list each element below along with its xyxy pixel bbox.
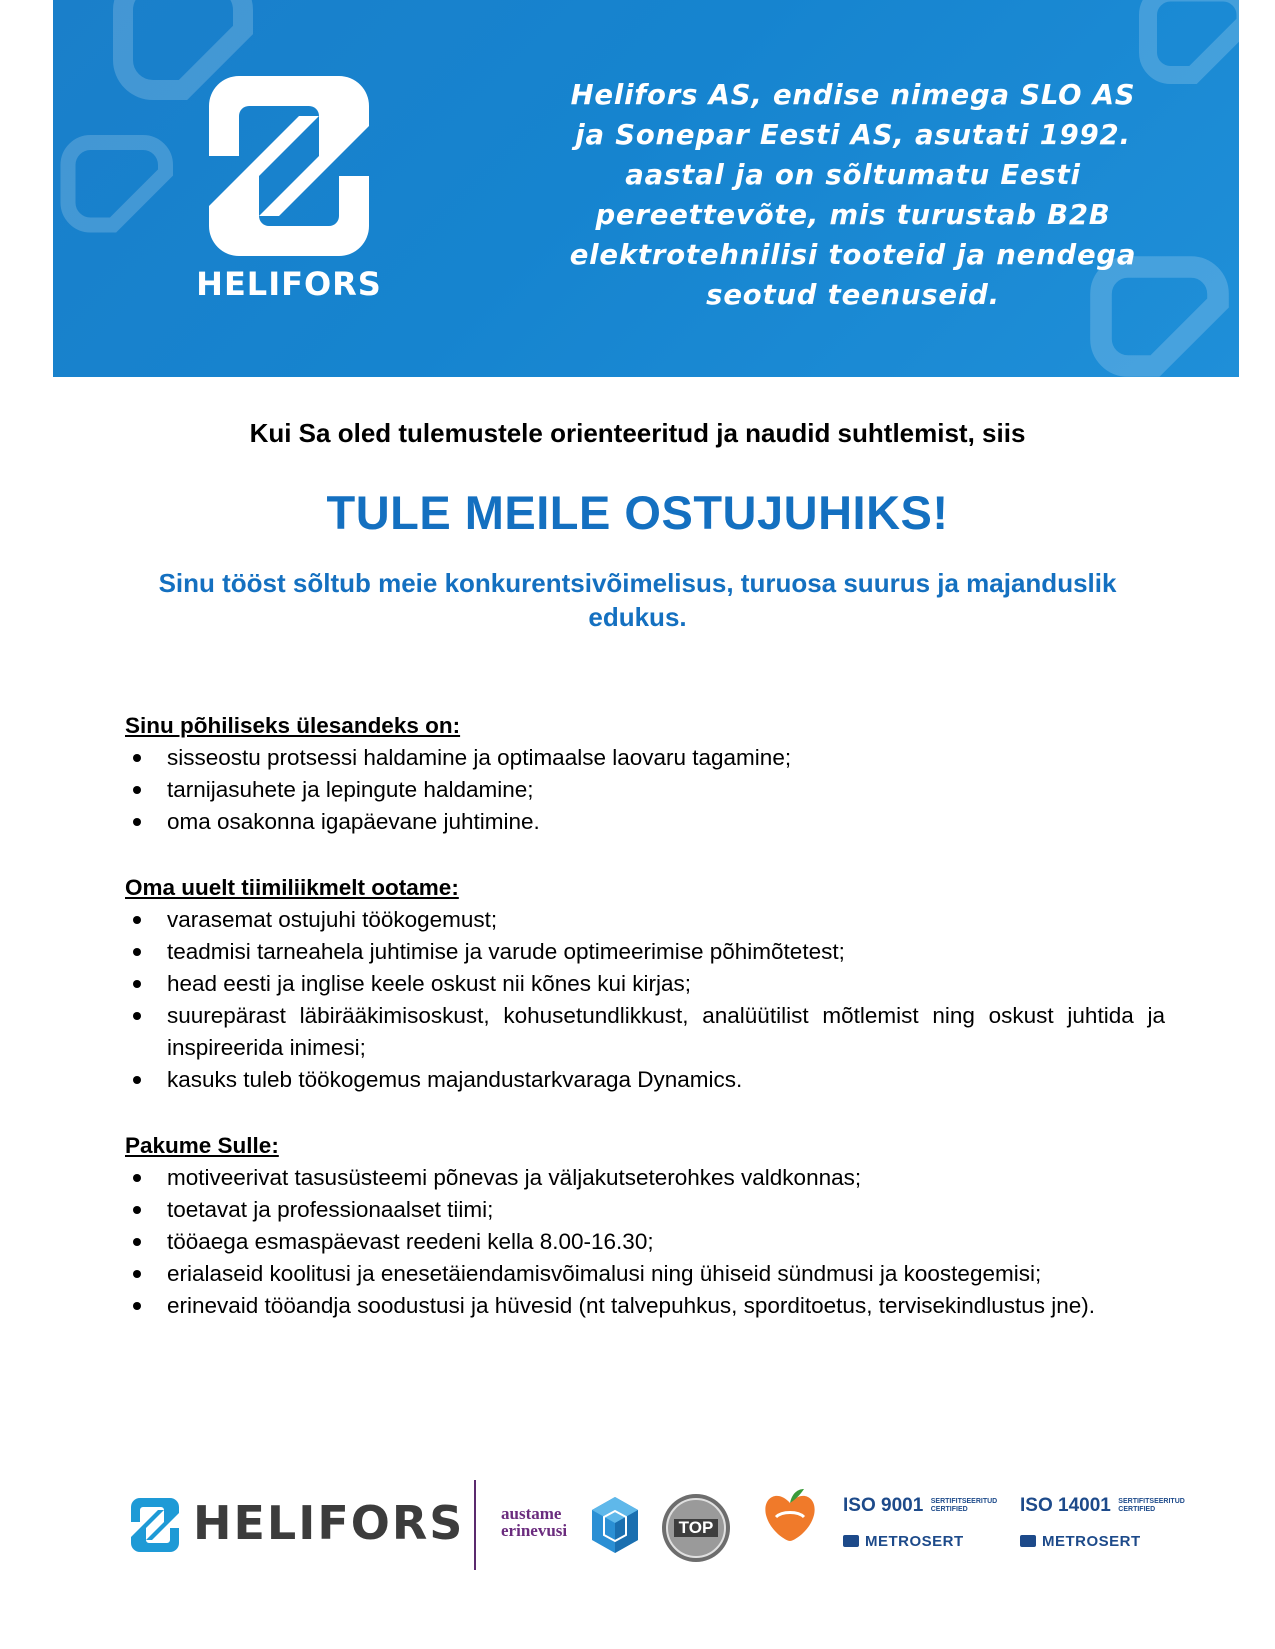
list-item: toetavat ja professionaalset tiimi; (125, 1194, 1165, 1226)
bullet-icon (133, 786, 141, 794)
bullet-icon (133, 1012, 141, 1020)
metrosert-icon (1020, 1535, 1036, 1547)
footer-logo-wordmark: HELIFORS (193, 1496, 465, 1550)
bullet-icon (133, 1238, 141, 1246)
intro-text: Kui Sa oled tulemustele orienteeritud ja naudid suhtlemist, siis (249, 418, 1026, 448)
list-item: erinevaid tööandja soodustusi ja hüvesid (nt talvepuhkus, sporditoetus, tervisekindlustus jne). (125, 1290, 1165, 1322)
section-title: Oma uuelt tiimiliikmelt ootame: (125, 875, 459, 900)
bullet-icon (133, 1174, 141, 1182)
list-item: head eesti ja inglise keele oskust nii kõnes kui kirjas; (125, 968, 1165, 1000)
footer-divider (474, 1480, 476, 1570)
footer-logos (0, 1470, 1275, 1590)
iso-14001-badge: ISO 14001 SERTIFITSEERITUD CERTIFIED METROSERT (1020, 1495, 1185, 1550)
bullet-icon (133, 1270, 141, 1278)
helifors-logo-icon (189, 66, 389, 266)
company-description: Helifors AS, endise nimega SLO AS ja Sonepar Eesti AS, asutati 1992. aastal ja on sõltumatu Eesti pereettevõte, mis turustab B2B elektrotehnilisi tooteid ja nendega seotud teenuseid. (569, 79, 1137, 311)
bullet-icon (133, 818, 141, 826)
list-item: tarnijasuhete ja lepingute haldamine; (125, 774, 1165, 806)
bullet-icon (133, 754, 141, 762)
list-item: sisseostu protsessi haldamine ja optimaalse laovaru tagamine; (125, 742, 1165, 774)
responsible-business-badge (756, 1485, 824, 1575)
list-item: oma osakonna igapäevane juhtimine. (125, 806, 1165, 838)
list-item: teadmisi tarneahela juhtimise ja varude optimeerimise põhimõtetest; (125, 936, 1165, 968)
section-title: Pakume Sulle: (125, 1133, 279, 1158)
banner-logo-wordmark: HELIFORS (196, 265, 382, 303)
section-title: Sinu põhiliseks ülesandeks on: (125, 713, 461, 738)
list-item: motiveerivat tasusüsteemi põnevas ja väljakutseterohkes valdkonnas; (125, 1162, 1165, 1194)
list-item: tööaega esmaspäevast reedeni kella 8.00-16.30; (125, 1226, 1165, 1258)
bullet-icon (133, 948, 141, 956)
list-item: varasemat ostujuhi töökogemust; (125, 904, 1165, 936)
bullet-icon (133, 1076, 141, 1084)
job-headline: TULE MEILE OSTUJUHIKS! (326, 486, 949, 539)
bullet-icon (133, 916, 141, 924)
task-list (125, 742, 1165, 838)
austame-erinevusi-badge: austame erinevusi (501, 1504, 568, 1540)
iso-9001-badge: ISO 9001 SERTIFITSEERITUD CERTIFIED METROSERT (843, 1495, 998, 1550)
section-tasks (125, 710, 1165, 838)
header-banner (53, 0, 1239, 377)
apple-heart-icon (756, 1485, 824, 1545)
decorative-logo-icon (53, 120, 203, 270)
section-requirements (125, 872, 1165, 1096)
diversity-cube-icon (590, 1495, 640, 1555)
metrosert-icon (843, 1535, 859, 1547)
section-offer (125, 1130, 1165, 1322)
helifors-logo-icon (125, 1495, 185, 1555)
requirements-list (125, 904, 1165, 1096)
bullet-icon (133, 1206, 141, 1214)
top-badge-label: TOP (678, 1518, 714, 1537)
bullet-icon (133, 1302, 141, 1310)
list-item: kasuks tuleb töökogemus majandustarkvaraga Dynamics. (125, 1064, 1165, 1096)
list-item: suurepärast läbirääkimisoskust, kohusetundlikkust, analüütilist mõtlemist ning oskust juhtida ja inspireerida inimesi; (125, 1000, 1165, 1064)
list-item: erialaseid koolitusi ja enesetäiendamisvõimalusi ning ühiseid sündmusi ja koostegemisi; (125, 1258, 1165, 1290)
offer-list (125, 1162, 1165, 1322)
bullet-icon (133, 980, 141, 988)
job-subheadline: Sinu tööst sõltub meie konkurentsivõimelisus, turuosa suurus ja majanduslik edukus. (158, 568, 1117, 632)
